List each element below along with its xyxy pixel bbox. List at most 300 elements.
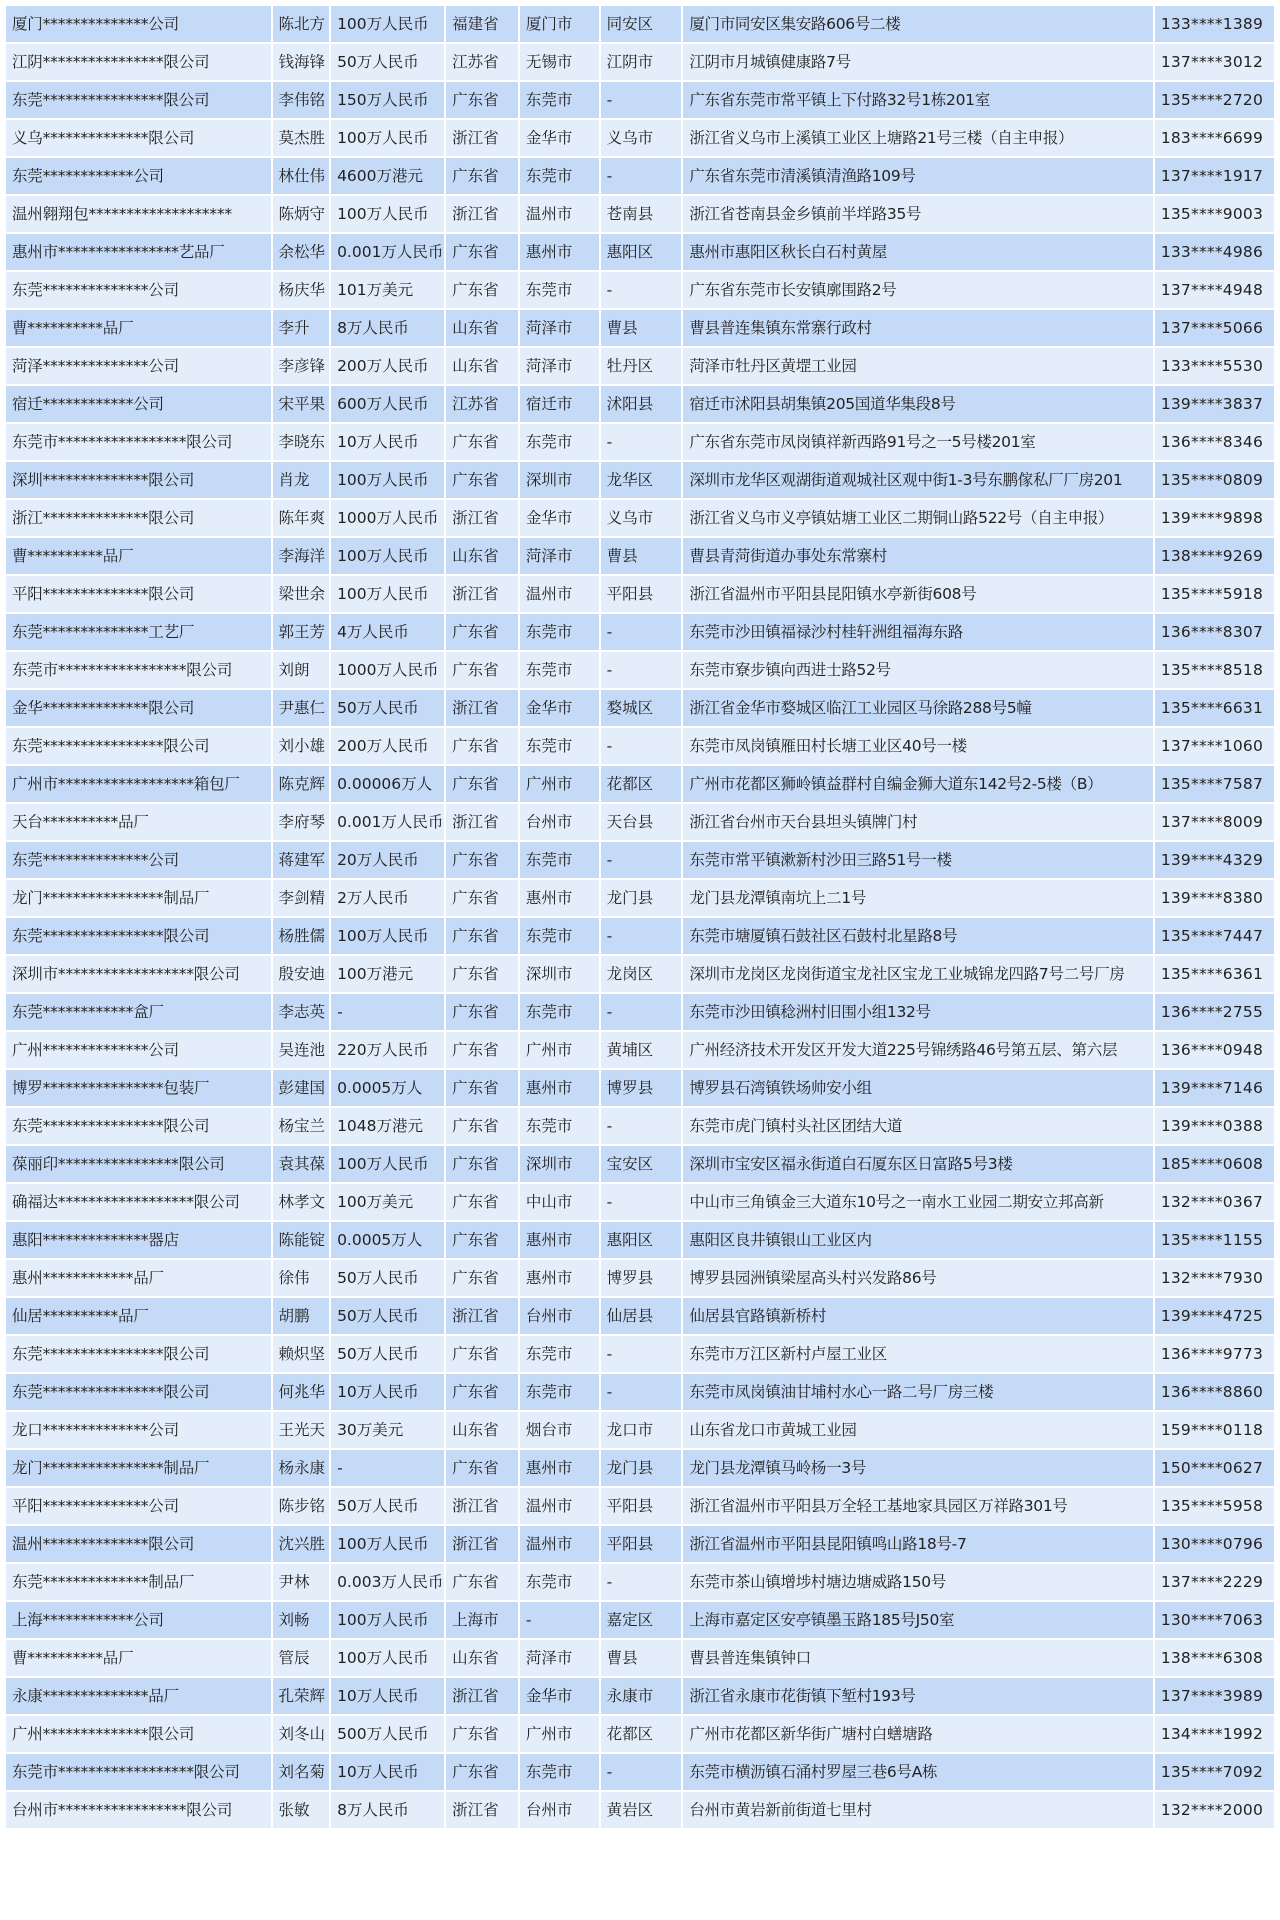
phone-cell: 135****6361 [1155,956,1274,992]
city-cell: 厦门市 [520,6,599,42]
registered-capital-cell: 1000万人民币 [331,500,444,536]
table-row [6,1108,1274,1144]
province-cell: 广东省 [446,880,518,916]
phone-cell: 136****8346 [1155,424,1274,460]
district-cell: - [601,1374,682,1410]
registered-capital-cell: 100万人民币 [331,462,444,498]
registered-capital-cell: 4万人民币 [331,614,444,650]
province-cell: 广东省 [446,614,518,650]
address-cell: 上海市嘉定区安亭镇墨玉路185号J50室 [683,1602,1152,1638]
phone-cell: 130****0796 [1155,1526,1274,1562]
company-name-cell: 上海************公司 [6,1602,271,1638]
city-cell: 东莞市 [520,424,599,460]
legal-rep-cell: 林仕伟 [273,158,330,194]
address-cell: 广东省东莞市凤岗镇祥新西路91号之一5号楼201室 [683,424,1152,460]
table-row [6,1032,1274,1068]
city-cell: 温州市 [520,576,599,612]
registered-capital-cell: 101万美元 [331,272,444,308]
legal-rep-cell: 沈兴胜 [273,1526,330,1562]
table-row [6,1640,1274,1676]
phone-cell: 136****8860 [1155,1374,1274,1410]
address-cell: 博罗县园洲镇梁屋高头村兴发路86号 [683,1260,1152,1296]
registered-capital-cell: 100万人民币 [331,1526,444,1562]
phone-cell: 135****2720 [1155,82,1274,118]
table-row [6,918,1274,954]
city-cell: 惠州市 [520,1070,599,1106]
district-cell: 惠阳区 [601,234,682,270]
company-name-cell: 东莞市*****************限公司 [6,424,271,460]
legal-rep-cell: 孔荣辉 [273,1678,330,1714]
phone-cell: 135****9003 [1155,196,1274,232]
table-row [6,804,1274,840]
registered-capital-cell: 0.001万人民币 [331,804,444,840]
legal-rep-cell: 李晓东 [273,424,330,460]
table-row [6,1792,1274,1828]
table-row [6,6,1274,42]
province-cell: 广东省 [446,956,518,992]
province-cell: 山东省 [446,1640,518,1676]
province-cell: 广东省 [446,1450,518,1486]
phone-cell: 135****6631 [1155,690,1274,726]
legal-rep-cell: 刘冬山 [273,1716,330,1752]
district-cell: 惠阳区 [601,1222,682,1258]
address-cell: 广州市花都区狮岭镇益群村自编金狮大道东142号2-5楼（B） [683,766,1152,802]
legal-rep-cell: 李志英 [273,994,330,1030]
table-row [6,1146,1274,1182]
table-row [6,614,1274,650]
city-cell: 惠州市 [520,1260,599,1296]
district-cell: - [601,728,682,764]
address-cell: 东莞市凤岗镇油甘埔村水心一路二号厂房三楼 [683,1374,1152,1410]
registered-capital-cell: - [331,994,444,1030]
phone-cell: 132****7930 [1155,1260,1274,1296]
city-cell: 金华市 [520,120,599,156]
province-cell: 浙江省 [446,1678,518,1714]
company-name-cell: 东莞****************限公司 [6,82,271,118]
district-cell: 龙岗区 [601,956,682,992]
district-cell: - [601,1754,682,1790]
district-cell: 平阳县 [601,1488,682,1524]
legal-rep-cell: 李伟铭 [273,82,330,118]
district-cell: 义乌市 [601,500,682,536]
province-cell: 广东省 [446,766,518,802]
company-name-cell: 东莞**************公司 [6,272,271,308]
company-name-cell: 台州市*****************限公司 [6,1792,271,1828]
legal-rep-cell: 陈能锭 [273,1222,330,1258]
company-name-cell: 金华**************限公司 [6,690,271,726]
company-name-cell: 仙居**********品厂 [6,1298,271,1334]
phone-cell: 133****1389 [1155,6,1274,42]
company-name-cell: 东莞****************限公司 [6,728,271,764]
city-cell: 深圳市 [520,956,599,992]
table-row [6,158,1274,194]
district-cell: - [601,918,682,954]
company-name-cell: 东莞************盒厂 [6,994,271,1030]
province-cell: 浙江省 [446,690,518,726]
phone-cell: 139****7146 [1155,1070,1274,1106]
registered-capital-cell: 100万人民币 [331,1602,444,1638]
province-cell: 广东省 [446,272,518,308]
phone-cell: 136****9773 [1155,1336,1274,1372]
address-cell: 东莞市常平镇漱新村沙田三路51号一楼 [683,842,1152,878]
legal-rep-cell: 徐伟 [273,1260,330,1296]
company-table [4,4,1276,1830]
legal-rep-cell: 刘名菊 [273,1754,330,1790]
registered-capital-cell: 50万人民币 [331,1260,444,1296]
table-row [6,842,1274,878]
province-cell: 广东省 [446,728,518,764]
city-cell: 东莞市 [520,1108,599,1144]
legal-rep-cell: 吴连池 [273,1032,330,1068]
province-cell: 广东省 [446,82,518,118]
phone-cell: 137****5066 [1155,310,1274,346]
table-row [6,576,1274,612]
city-cell: 菏泽市 [520,310,599,346]
province-cell: 山东省 [446,1412,518,1448]
address-cell: 东莞市寮步镇向西进士路52号 [683,652,1152,688]
address-cell: 台州市黄岩新前街道七里村 [683,1792,1152,1828]
address-cell: 浙江省温州市平阳县万全轻工基地家具园区万祥路301号 [683,1488,1152,1524]
registered-capital-cell: 1000万人民币 [331,652,444,688]
city-cell: 广州市 [520,1032,599,1068]
city-cell: 东莞市 [520,842,599,878]
table-row [6,538,1274,574]
phone-cell: 135****5958 [1155,1488,1274,1524]
address-cell: 东莞市横沥镇石涌村罗屋三巷6号A栋 [683,1754,1152,1790]
phone-cell: 136****8307 [1155,614,1274,650]
address-cell: 浙江省金华市婺城区临江工业园区马徐路288号5幢 [683,690,1152,726]
phone-cell: 137****1917 [1155,158,1274,194]
address-cell: 曹县普连集镇东常寨行政村 [683,310,1152,346]
district-cell: 曹县 [601,310,682,346]
city-cell: 菏泽市 [520,348,599,384]
city-cell: - [520,1602,599,1638]
address-cell: 东莞市茶山镇增埗村塘边塘威路150号 [683,1564,1152,1600]
phone-cell: 137****3989 [1155,1678,1274,1714]
district-cell: 龙华区 [601,462,682,498]
phone-cell: 139****3837 [1155,386,1274,422]
address-cell: 浙江省义乌市上溪镇工业区上塘路21号三楼（自主申报） [683,120,1152,156]
legal-rep-cell: 陈步铭 [273,1488,330,1524]
legal-rep-cell: 尹林 [273,1564,330,1600]
province-cell: 浙江省 [446,196,518,232]
phone-cell: 139****0388 [1155,1108,1274,1144]
district-cell: - [601,614,682,650]
company-name-cell: 曹**********品厂 [6,310,271,346]
registered-capital-cell: 50万人民币 [331,1336,444,1372]
address-cell: 中山市三角镇金三大道东10号之一南水工业园二期安立邦高新 [683,1184,1152,1220]
phone-cell: 139****9898 [1155,500,1274,536]
province-cell: 广东省 [446,1184,518,1220]
table-row [6,994,1274,1030]
table-row [6,652,1274,688]
province-cell: 广东省 [446,1222,518,1258]
legal-rep-cell: 杨永康 [273,1450,330,1486]
company-name-cell: 广州市******************箱包厂 [6,766,271,802]
city-cell: 惠州市 [520,234,599,270]
district-cell: 天台县 [601,804,682,840]
address-cell: 菏泽市牡丹区黄堽工业园 [683,348,1152,384]
district-cell: 平阳县 [601,1526,682,1562]
company-name-cell: 江阴****************限公司 [6,44,271,80]
legal-rep-cell: 杨胜儒 [273,918,330,954]
registered-capital-cell: - [331,1450,444,1486]
legal-rep-cell: 赖炽坚 [273,1336,330,1372]
city-cell: 东莞市 [520,1374,599,1410]
company-name-cell: 平阳**************限公司 [6,576,271,612]
registered-capital-cell: 1048万港元 [331,1108,444,1144]
legal-rep-cell: 杨庆华 [273,272,330,308]
province-cell: 江苏省 [446,44,518,80]
province-cell: 浙江省 [446,1298,518,1334]
company-name-cell: 永康**************品厂 [6,1678,271,1714]
legal-rep-cell: 蒋建军 [273,842,330,878]
district-cell: 博罗县 [601,1260,682,1296]
company-name-cell: 确福达******************限公司 [6,1184,271,1220]
table-row [6,1564,1274,1600]
registered-capital-cell: 0.003万人民币 [331,1564,444,1600]
phone-cell: 139****4329 [1155,842,1274,878]
province-cell: 广东省 [446,1108,518,1144]
district-cell: 黄岩区 [601,1792,682,1828]
company-name-cell: 惠州************品厂 [6,1260,271,1296]
province-cell: 浙江省 [446,576,518,612]
address-cell: 浙江省苍南县金乡镇前半垟路35号 [683,196,1152,232]
city-cell: 广州市 [520,766,599,802]
city-cell: 金华市 [520,1678,599,1714]
phone-cell: 135****8518 [1155,652,1274,688]
phone-cell: 137****8009 [1155,804,1274,840]
legal-rep-cell: 李彦锋 [273,348,330,384]
province-cell: 江苏省 [446,386,518,422]
city-cell: 温州市 [520,196,599,232]
registered-capital-cell: 10万人民币 [331,1374,444,1410]
company-name-cell: 平阳**************公司 [6,1488,271,1524]
company-name-cell: 浙江**************限公司 [6,500,271,536]
registered-capital-cell: 200万人民币 [331,348,444,384]
city-cell: 深圳市 [520,462,599,498]
district-cell: - [601,652,682,688]
legal-rep-cell: 陈年爽 [273,500,330,536]
address-cell: 东莞市虎门镇村头社区团结大道 [683,1108,1152,1144]
legal-rep-cell: 宋平果 [273,386,330,422]
company-name-cell: 龙门****************制品厂 [6,880,271,916]
company-name-cell: 惠阳**************器店 [6,1222,271,1258]
address-cell: 东莞市塘厦镇石鼓社区石鼓村北星路8号 [683,918,1152,954]
phone-cell: 135****7587 [1155,766,1274,802]
registered-capital-cell: 10万人民币 [331,1678,444,1714]
city-cell: 温州市 [520,1526,599,1562]
table-row [6,348,1274,384]
province-cell: 广东省 [446,1070,518,1106]
province-cell: 广东省 [446,842,518,878]
district-cell: - [601,272,682,308]
company-name-cell: 曹**********品厂 [6,1640,271,1676]
registered-capital-cell: 50万人民币 [331,1298,444,1334]
city-cell: 金华市 [520,690,599,726]
registered-capital-cell: 150万人民币 [331,82,444,118]
province-cell: 浙江省 [446,120,518,156]
company-name-cell: 博罗****************包装厂 [6,1070,271,1106]
city-cell: 东莞市 [520,994,599,1030]
company-name-cell: 义乌**************限公司 [6,120,271,156]
city-cell: 烟台市 [520,1412,599,1448]
district-cell: - [601,158,682,194]
company-name-cell: 东莞****************限公司 [6,918,271,954]
district-cell: 同安区 [601,6,682,42]
address-cell: 惠阳区良井镇银山工业区内 [683,1222,1152,1258]
address-cell: 宿迁市沭阳县胡集镇205国道华集段8号 [683,386,1152,422]
company-name-cell: 温州**************限公司 [6,1526,271,1562]
address-cell: 龙门县龙潭镇马岭杨一3号 [683,1450,1152,1486]
province-cell: 上海市 [446,1602,518,1638]
province-cell: 广东省 [446,1564,518,1600]
phone-cell: 183****6699 [1155,120,1274,156]
company-name-cell: 东莞****************限公司 [6,1108,271,1144]
legal-rep-cell: 林孝文 [273,1184,330,1220]
legal-rep-cell: 彭建国 [273,1070,330,1106]
district-cell: 义乌市 [601,120,682,156]
registered-capital-cell: 100万人民币 [331,120,444,156]
address-cell: 广州经济技术开发区开发大道225号锦绣路46号第五层、第六层 [683,1032,1152,1068]
city-cell: 东莞市 [520,1754,599,1790]
legal-rep-cell: 梁世余 [273,576,330,612]
legal-rep-cell: 李海洋 [273,538,330,574]
district-cell: - [601,1108,682,1144]
company-name-cell: 葆丽印****************限公司 [6,1146,271,1182]
registered-capital-cell: 0.001万人民币 [331,234,444,270]
phone-cell: 135****1155 [1155,1222,1274,1258]
address-cell: 东莞市凤岗镇雁田村长塘工业区40号一楼 [683,728,1152,764]
city-cell: 中山市 [520,1184,599,1220]
phone-cell: 136****2755 [1155,994,1274,1030]
address-cell: 广州市花都区新华街广塘村白蟮塘路 [683,1716,1152,1752]
city-cell: 金华市 [520,500,599,536]
province-cell: 浙江省 [446,500,518,536]
city-cell: 东莞市 [520,918,599,954]
table-row [6,1450,1274,1486]
registered-capital-cell: 100万人民币 [331,538,444,574]
table-row [6,310,1274,346]
table-row [6,956,1274,992]
registered-capital-cell: 100万港元 [331,956,444,992]
district-cell: 嘉定区 [601,1602,682,1638]
table-row [6,1336,1274,1372]
district-cell: 黄埔区 [601,1032,682,1068]
table-body [6,6,1274,1828]
phone-cell: 133****5530 [1155,348,1274,384]
company-name-cell: 龙门****************制品厂 [6,1450,271,1486]
city-cell: 宿迁市 [520,386,599,422]
legal-rep-cell: 尹惠仁 [273,690,330,726]
table-row [6,1602,1274,1638]
registered-capital-cell: 100万人民币 [331,196,444,232]
province-cell: 福建省 [446,6,518,42]
city-cell: 台州市 [520,1298,599,1334]
registered-capital-cell: 10万人民币 [331,424,444,460]
address-cell: 深圳市宝安区福永街道白石厦东区日富路5号3楼 [683,1146,1152,1182]
company-name-cell: 深圳**************限公司 [6,462,271,498]
phone-cell: 135****7447 [1155,918,1274,954]
legal-rep-cell: 余松华 [273,234,330,270]
company-name-cell: 东莞****************限公司 [6,1374,271,1410]
table-row [6,1412,1274,1448]
province-cell: 山东省 [446,538,518,574]
phone-cell: 135****7092 [1155,1754,1274,1790]
address-cell: 东莞市沙田镇稔洲村旧围小组132号 [683,994,1152,1030]
table-row [6,728,1274,764]
legal-rep-cell: 钱海锋 [273,44,330,80]
registered-capital-cell: 50万人民币 [331,1488,444,1524]
address-cell: 仙居县官路镇新桥村 [683,1298,1152,1334]
address-cell: 广东省东莞市清溪镇清渔路109号 [683,158,1152,194]
table-row [6,1070,1274,1106]
district-cell: 曹县 [601,1640,682,1676]
legal-rep-cell: 刘小雄 [273,728,330,764]
table-row [6,386,1274,422]
province-cell: 广东省 [446,1754,518,1790]
registered-capital-cell: 500万人民币 [331,1716,444,1752]
registered-capital-cell: 0.0005万人 [331,1222,444,1258]
table-row [6,690,1274,726]
district-cell: 博罗县 [601,1070,682,1106]
city-cell: 东莞市 [520,1336,599,1372]
table-row [6,1716,1274,1752]
address-cell: 江阴市月城镇健康路7号 [683,44,1152,80]
province-cell: 山东省 [446,348,518,384]
phone-cell: 133****4986 [1155,234,1274,270]
registered-capital-cell: 50万人民币 [331,44,444,80]
table-row [6,1488,1274,1524]
address-cell: 浙江省义乌市义亭镇姑塘工业区二期铜山路522号（自主申报） [683,500,1152,536]
legal-rep-cell: 刘畅 [273,1602,330,1638]
company-name-cell: 龙口**************公司 [6,1412,271,1448]
registered-capital-cell: 2万人民币 [331,880,444,916]
phone-cell: 137****1060 [1155,728,1274,764]
table-row [6,424,1274,460]
phone-cell: 150****0627 [1155,1450,1274,1486]
district-cell: - [601,82,682,118]
province-cell: 广东省 [446,424,518,460]
phone-cell: 137****3012 [1155,44,1274,80]
district-cell: 花都区 [601,766,682,802]
table-row [6,880,1274,916]
district-cell: - [601,842,682,878]
registered-capital-cell: 20万人民币 [331,842,444,878]
table-row [6,462,1274,498]
district-cell: 曹县 [601,538,682,574]
district-cell: 江阴市 [601,44,682,80]
province-cell: 浙江省 [446,1488,518,1524]
province-cell: 广东省 [446,158,518,194]
registered-capital-cell: 4600万港元 [331,158,444,194]
table-row [6,1298,1274,1334]
company-name-cell: 厦门**************公司 [6,6,271,42]
city-cell: 温州市 [520,1488,599,1524]
registered-capital-cell: 100万人民币 [331,918,444,954]
city-cell: 东莞市 [520,158,599,194]
phone-cell: 139****4725 [1155,1298,1274,1334]
legal-rep-cell: 莫杰胜 [273,120,330,156]
district-cell: 牡丹区 [601,348,682,384]
phone-cell: 137****2229 [1155,1564,1274,1600]
company-name-cell: 曹**********品厂 [6,538,271,574]
table-row [6,1678,1274,1714]
company-name-cell: 东莞市******************限公司 [6,1754,271,1790]
registered-capital-cell: 100万人民币 [331,1146,444,1182]
district-cell: 仙居县 [601,1298,682,1334]
province-cell: 浙江省 [446,1792,518,1828]
